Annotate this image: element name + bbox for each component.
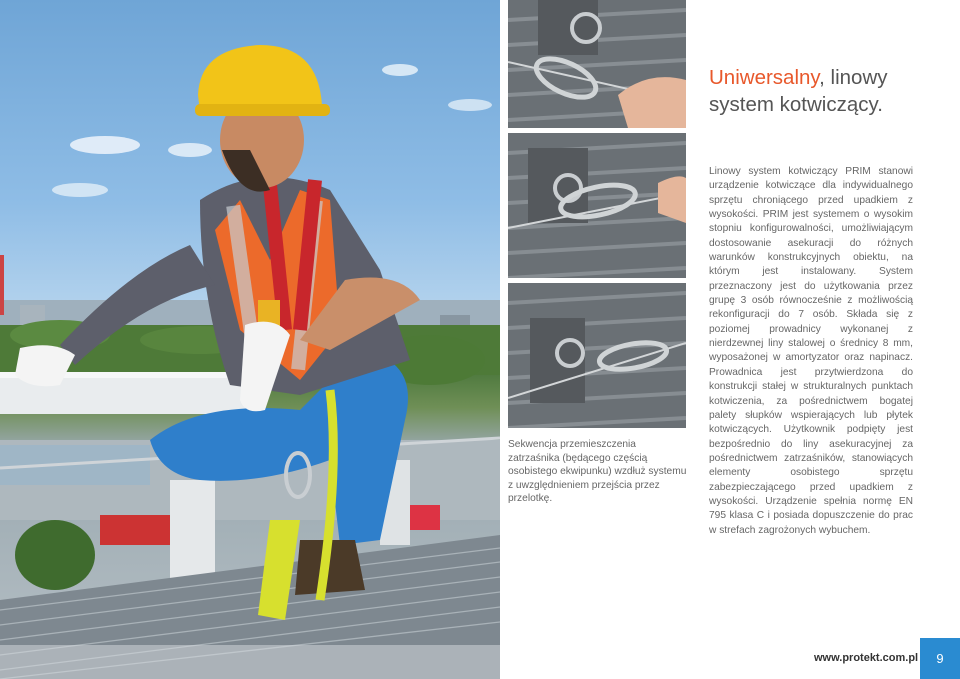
page-number: 9: [936, 651, 944, 666]
sequence-photo-3: [508, 283, 686, 428]
carabiner-step-1-illustration: [508, 0, 686, 128]
page-number-box: [920, 638, 960, 679]
photo-sequence-caption: Sekwencja przemieszczenia zatrzaśnika (będącego częścią osobistego ekwipunku) wzdłuż systemu z uwzględnieniem przejścia przez przelotkę.: [508, 439, 687, 505]
sequence-photo-2: [508, 133, 686, 278]
section-heading: [709, 64, 939, 118]
carabiner-step-2-illustration: [508, 133, 686, 278]
heading-accent: Uniwersalny: [709, 66, 820, 89]
carabiner-step-3-illustration: [508, 283, 686, 428]
body-paragraph: Linowy system kotwiczący PRIM stanowi urządzenie kotwiczące dla indywidualnego sprzętu chroniącego przed upadkiem z wysokości. PRIM jest systemem o wysokim stopniu konfigurowalności, umożliwiającym dostosowanie asekuracji do różnych warunków konstrukcyjnych obiektu, na którym jest instalowany. System przeznaczony jest do użytkowania przez grupę 3 osób równocześnie z możliwością rekonfiguracji do 7 osób. Składa się z poziomej prowadnicy wykonanej z nierdzewnej liny stalowej o średnicy 8 mm, wyposażonej w amortyzator oraz napinacz. Prowadnica jest przytwierdzona do konstrukcji stałej w strukturalnych punktach kotwiczenia, za pośrednictwem bogatej palety słupków wspierających lub płytek kotwiczących. Użytkownik podpięty jest bezpośrednio do liny asekuracyjnej za pośrednictwem zatrzaśników, stanowiących elementy osobistego sprzętu zabezpieczającego przed upadkiem z wysokości. Urządzenie spełnia normę EN 795 klasa C i posiada dopuszczenie do prac w strefach zagrożonych wybuchem.: [709, 166, 913, 536]
sequence-photo-1: [508, 0, 686, 128]
heading-rest: , linowy system kotwiczący.: [709, 66, 888, 116]
website-link[interactable]: www.protekt.com.pl: [814, 652, 919, 664]
